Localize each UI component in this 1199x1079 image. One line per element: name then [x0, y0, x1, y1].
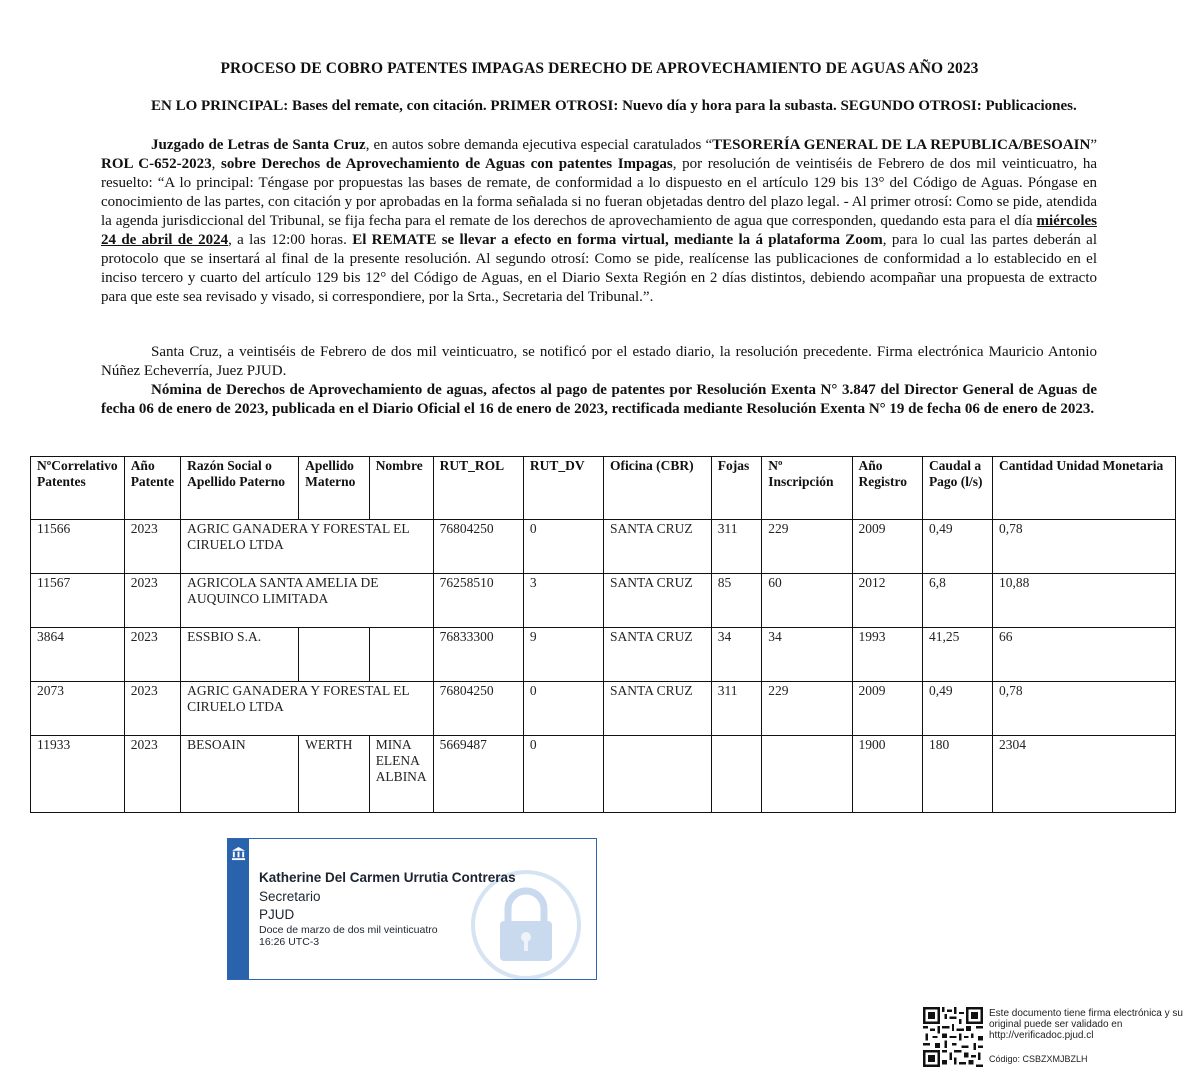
table-cell: 311 — [711, 682, 762, 736]
lock-watermark-icon — [470, 869, 582, 980]
auction-date: miércoles 24 de abril de 2024 — [101, 213, 1097, 248]
table-header-row — [31, 457, 1176, 520]
signature-box — [227, 838, 597, 980]
table-cell: 229 — [762, 520, 852, 574]
table-cell: 0 — [523, 736, 603, 813]
table-cell: 180 — [922, 736, 992, 813]
table-cell: 2009 — [852, 520, 922, 574]
table-cell: WERTH — [299, 736, 370, 813]
table-cell: MINA ELENA ALBINA — [369, 736, 433, 813]
header-cell: Cantidad Unidad Monetaria — [992, 457, 1175, 520]
table-cell: 2023 — [124, 520, 180, 574]
table-cell: BESOAIN — [181, 736, 299, 813]
table-cell: 2023 — [124, 682, 180, 736]
table-cell: 10,88 — [992, 574, 1175, 628]
table-cell: 60 — [762, 574, 852, 628]
table-cell: 2023 — [124, 736, 180, 813]
signer-role: Secretario — [259, 889, 321, 904]
table-cell — [369, 628, 433, 682]
table-cell — [299, 628, 370, 682]
table-cell: 229 — [762, 682, 852, 736]
signer-name: Katherine Del Carmen Urrutia Contreras — [259, 870, 516, 885]
header-cell: Nombre — [369, 457, 433, 520]
table-cell: 1993 — [852, 628, 922, 682]
case-name: TESORERÍA GENERAL DE LA REPUBLICA/BESOAIN — [712, 137, 1091, 153]
table-cell: 3864 — [31, 628, 125, 682]
header-cell: Razón Social o Apellido Paterno — [181, 457, 299, 520]
qr-code-icon — [923, 1007, 983, 1067]
text-segment: , en autos sobre demanda ejecutiva especial caratulados “ — [365, 137, 713, 153]
table-cell: 76258510 — [433, 574, 523, 628]
table-cell: 6,8 — [922, 574, 992, 628]
court-name: Juzgado de Letras de Santa Cruz — [151, 137, 366, 153]
header-cell: Caudal a Pago (l/s) — [922, 457, 992, 520]
text-segment: , para lo cual las partes deberán al protocolo que se insertará al final de la presente resolución. Al segundo otrosí: Como se pide, realícense las publicaciones de conformidad a lo establecido en el inciso tercero y cuarto del artículo 129 bis 12° del Código de Aguas, en el Diario Sexta Región en 2 días distintos, debiendo acompañar una propuesta de extracto para que este sea revisado y visado, si correspondiere, por la Srta., Secretaria del Tribunal.”. — [101, 232, 1097, 305]
table-cell: 311 — [711, 520, 762, 574]
header-cell: Nº Inscripción — [762, 457, 852, 520]
table-cell: 0,49 — [922, 520, 992, 574]
header-cell: Año Registro — [852, 457, 922, 520]
text-segment: , a las 12:00 horas. — [228, 232, 353, 248]
header-cell: RUT_ROL — [433, 457, 523, 520]
text-segment: ” — [1090, 137, 1098, 153]
table-cell: 2023 — [124, 628, 180, 682]
table-cell: 85 — [711, 574, 762, 628]
paragraph-nomina: Nómina de Derechos de Aprovechamiento de aguas, afectos al pago de patentes por Resolución Exenta N° 3.847 del Director General de Aguas de fecha 06 de enero de 2023, publicada en el Diario Oficial el 16 de enero de 2023, rectificada mediante Resolución Exenta N° 19 de fecha 06 de enero de 2023. — [101, 382, 1097, 417]
header-cell: Fojas — [711, 457, 762, 520]
header-cell: Apellido Materno — [299, 457, 370, 520]
header-cell: Año Patente — [124, 457, 180, 520]
table-cell: 0,78 — [992, 682, 1175, 736]
header-cell: Oficina (CBR) — [604, 457, 712, 520]
table-cell: 2009 — [852, 682, 922, 736]
table-cell: 76804250 — [433, 682, 523, 736]
table-cell — [711, 736, 762, 813]
table-cell: AGRIC GANADERA Y FORESTAL EL CIRUELO LTDA — [181, 520, 434, 574]
signature-date: Doce de marzo de dos mil veinticuatro — [259, 924, 438, 936]
table-row — [31, 520, 1176, 574]
auction-mode: El REMATE se llevar a efecto en forma virtual, mediante la á plataforma Zoom — [352, 232, 883, 248]
header-cell: RUT_DV — [523, 457, 603, 520]
table-cell: 76804250 — [433, 520, 523, 574]
table-cell: 66 — [992, 628, 1175, 682]
table-cell: 0 — [523, 520, 603, 574]
table-cell: 41,25 — [922, 628, 992, 682]
rights-table — [30, 456, 1176, 813]
table-cell: 5669487 — [433, 736, 523, 813]
paragraph-resolution — [101, 136, 1097, 307]
table-cell: 34 — [762, 628, 852, 682]
table-cell: ESSBIO S.A. — [181, 628, 299, 682]
table-cell: 34 — [711, 628, 762, 682]
signature-time: 16:26 UTC-3 — [259, 936, 320, 948]
verification-code: Código: CSBZXMJBZLH — [989, 1054, 1088, 1064]
table-cell: 3 — [523, 574, 603, 628]
table-cell: SANTA CRUZ — [604, 628, 712, 682]
paragraph-notification: Santa Cruz, a veintiséis de Febrero de dos mil veinticuatro, se notificó por el estado diario, la resolución precedente. Firma electrónica Mauricio Antonio Núñez Echeverría, Juez PJUD. — [101, 344, 1097, 379]
table-cell — [762, 736, 852, 813]
table-cell: SANTA CRUZ — [604, 574, 712, 628]
signature-strip — [228, 839, 249, 979]
table-row — [31, 628, 1176, 682]
table-cell: SANTA CRUZ — [604, 520, 712, 574]
header-cell: NºCorrelativo Patentes — [31, 457, 125, 520]
table-cell: 2023 — [124, 574, 180, 628]
case-subject: sobre Derechos de Aprovechamiento de Aguas con patentes Impagas — [221, 156, 673, 172]
verification-note: Este documento tiene firma electrónica y su original puede ser validado en http://verificadoc.pjud.cl — [989, 1008, 1183, 1041]
institution-icon — [231, 846, 246, 861]
table-cell: 2012 — [852, 574, 922, 628]
table-cell: 9 — [523, 628, 603, 682]
text-segment: , por resolución de veintiséis de Febrero de dos mil veinticuatro, ha resuelto: “A lo principal: Téngase por propuestas las bases de remate, de conformidad a lo dispuesto en el artículo 129 bis 13° del Código de Aguas. Póngase en conocimiento de las partes, con citación y por aprobadas en la forma señalada si no fueran objetadas dentro del plazo legal. - Al primer otrosí: Como se pide, atendida la agenda jurisdiccional del Tribunal, se fija fecha para el remate de los derechos de aprovechamiento de agua que corresponden, quedando esta para el día — [101, 156, 1098, 229]
paragraph-principal: EN LO PRINCIPAL: Bases del remate, con citación. PRIMER OTROSI: Nuevo día y hora para la subasta. SEGUNDO OTROSI: Publicaciones. — [151, 98, 1077, 114]
table-cell: 0,78 — [992, 520, 1175, 574]
document-title: PROCESO DE COBRO PATENTES IMPAGAS DERECHO DE APROVECHAMIENTO DE AGUAS AÑO 2023 — [220, 60, 979, 77]
table-cell: 0,49 — [922, 682, 992, 736]
table-cell: 76833300 — [433, 628, 523, 682]
table-cell: SANTA CRUZ — [604, 682, 712, 736]
table-cell: 2304 — [992, 736, 1175, 813]
table-cell: 11567 — [31, 574, 125, 628]
table-cell: AGRICOLA SANTA AMELIA DE AUQUINCO LIMITADA — [181, 574, 434, 628]
signer-organization: PJUD — [259, 907, 295, 922]
table-row — [31, 574, 1176, 628]
table-row — [31, 736, 1176, 813]
table-cell: 0 — [523, 682, 603, 736]
table-cell: AGRIC GANADERA Y FORESTAL EL CIRUELO LTDA — [181, 682, 434, 736]
table-cell: 11566 — [31, 520, 125, 574]
table-row — [31, 682, 1176, 736]
table-cell: 2073 — [31, 682, 125, 736]
text-segment: , — [211, 156, 222, 172]
table-cell: 1900 — [852, 736, 922, 813]
table-cell: 11933 — [31, 736, 125, 813]
table-cell — [604, 736, 712, 813]
case-rol: ROL C-652-2023 — [101, 156, 212, 172]
